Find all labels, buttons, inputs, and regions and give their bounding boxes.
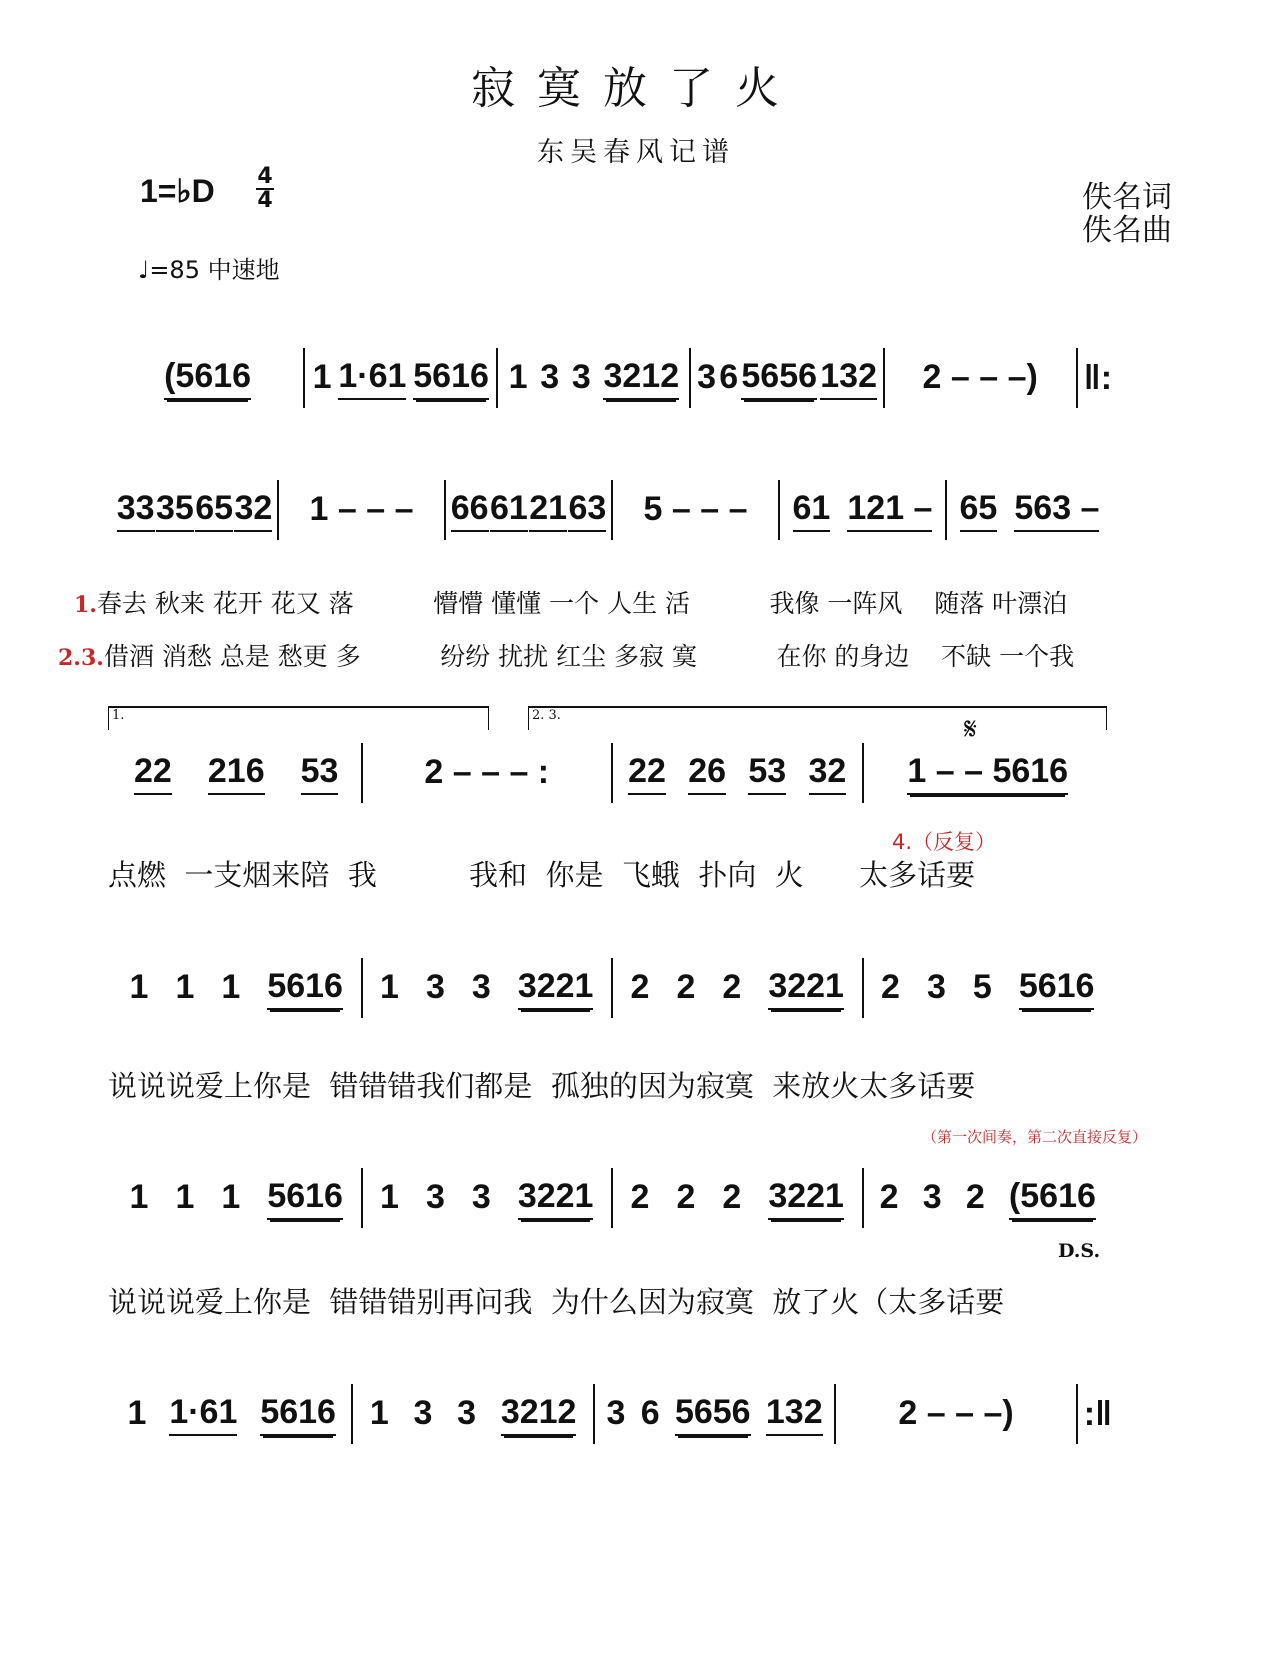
note-group: 5616 xyxy=(267,1177,343,1220)
note-group: 32 xyxy=(809,752,847,795)
measure xyxy=(691,348,884,408)
note-group: 1 xyxy=(221,1177,241,1216)
note-group: 5656 xyxy=(675,1393,751,1436)
note-group: 3 xyxy=(606,1393,626,1432)
note-group: 1·61 xyxy=(338,357,406,400)
note-group: (5616 xyxy=(164,357,251,400)
note-group: 1 xyxy=(127,1393,147,1432)
note-group: 132 xyxy=(766,1393,823,1436)
note-group: 53 xyxy=(301,752,339,795)
measure xyxy=(363,1168,614,1228)
note-group: 65 xyxy=(195,489,233,532)
note-group: 1 – – – xyxy=(309,489,414,528)
measure xyxy=(363,958,614,1018)
note-group: 1 xyxy=(221,967,241,1006)
note-group: 21 xyxy=(529,489,567,532)
note-group: 3 xyxy=(425,967,445,1006)
note-group: 5616 xyxy=(267,967,343,1010)
time-bottom: 4 xyxy=(257,188,273,213)
note-group: 2 xyxy=(676,967,696,1006)
note-group: 2 xyxy=(965,1177,985,1216)
measure xyxy=(613,958,864,1018)
note-group: 1 xyxy=(508,357,528,396)
measure xyxy=(112,743,363,803)
note-group: 3 xyxy=(413,1393,433,1432)
note-group: 1 xyxy=(129,967,149,1006)
note-group: 35 xyxy=(156,489,194,532)
notation-line-2 xyxy=(112,480,1112,540)
note-group: 66 xyxy=(451,489,489,532)
note-group: 1 xyxy=(129,1177,149,1216)
measure xyxy=(595,1384,836,1444)
note-group: 3 xyxy=(425,1177,445,1216)
notation-line-6 xyxy=(112,1384,1112,1444)
note-group: 2 xyxy=(630,967,650,1006)
time-signature xyxy=(256,166,274,212)
measure xyxy=(864,1168,1113,1228)
measure xyxy=(780,480,947,540)
note-group: 2 xyxy=(722,967,742,1006)
note-group: 3 xyxy=(540,357,560,396)
note-group: 1 xyxy=(175,1177,195,1216)
tempo-marking: ♩=85 中速地 xyxy=(138,256,280,284)
note-group: 132 xyxy=(820,357,877,400)
measure xyxy=(498,348,691,408)
measure xyxy=(446,480,613,540)
note-group: 22 xyxy=(628,752,666,795)
note-group: 3 xyxy=(571,357,591,396)
note-group: 3 xyxy=(457,1393,477,1432)
measure xyxy=(885,348,1078,408)
segno-icon: 𝄋 xyxy=(964,712,977,747)
measure xyxy=(613,1168,864,1228)
measure xyxy=(836,1384,1077,1444)
lyrics-line-3: 点燃 一支烟来陪 我 我和 你是 飞蛾 扑向 火 太多话要 xyxy=(108,858,976,892)
note-group: 3212 xyxy=(603,357,679,400)
note-group: 2 xyxy=(881,967,900,1006)
lyrics-line-4: 说说说爱上你是 错错错我们都是 孤独的因为寂寞 来放火太多话要 xyxy=(108,1069,976,1103)
measure xyxy=(112,1168,363,1228)
interlude-note: （第一次间奏，第二次直接反复） xyxy=(922,1128,1148,1146)
note-group: 2 – – – : xyxy=(424,752,550,791)
note-group: 2 xyxy=(676,1177,696,1216)
verse-number: 2.3. xyxy=(58,645,104,671)
verse-number: 1. xyxy=(74,592,97,618)
note-group: 5616 xyxy=(260,1393,336,1436)
measure xyxy=(112,958,363,1018)
song-title: 寂寞放了火 xyxy=(471,63,801,114)
measure xyxy=(112,480,279,540)
note-group: 1 xyxy=(175,967,195,1006)
notation-line-4 xyxy=(112,958,1112,1018)
note-group: 2 – – –) xyxy=(922,357,1038,396)
note-group: 26 xyxy=(688,752,726,795)
measure xyxy=(363,743,614,803)
note-group: 32 xyxy=(234,489,272,532)
dal-segno: D.S. xyxy=(1058,1240,1101,1262)
measure xyxy=(112,348,305,408)
measure xyxy=(864,958,1113,1018)
note-group: 3212 xyxy=(501,1393,577,1436)
note-group: 2 xyxy=(722,1177,742,1216)
notation-line-5 xyxy=(112,1168,1112,1228)
measure xyxy=(864,743,1113,803)
note-group: 121 – xyxy=(847,489,932,532)
note-group: 3 xyxy=(926,967,946,1006)
note-group: 5 – – – xyxy=(643,489,748,528)
note-group: 5656 xyxy=(741,357,817,400)
note-group: 61 xyxy=(490,489,528,532)
measure xyxy=(353,1384,594,1444)
note-group: 1 xyxy=(369,1393,389,1432)
measure xyxy=(947,480,1112,540)
note-group: 3 xyxy=(697,357,716,396)
note-group: 216 xyxy=(208,752,265,795)
measure xyxy=(112,1384,353,1444)
note-group: 61 xyxy=(793,489,831,532)
note-group: 53 xyxy=(748,752,786,795)
note-group: 3221 xyxy=(518,1177,594,1220)
note-group: 1 – – 5616 xyxy=(907,752,1068,795)
note-group: 5 xyxy=(972,967,992,1006)
note-group: 3221 xyxy=(768,1177,844,1220)
volta-1: 1. xyxy=(108,706,489,730)
measure xyxy=(613,743,864,803)
note-group: 2 xyxy=(630,1177,650,1216)
note-group: 3 xyxy=(471,967,491,1006)
key-signature: 1=♭D xyxy=(140,173,215,209)
note-group: 65 xyxy=(960,489,998,532)
verse-text: 借酒 消愁 总是 愁更 多 纷纷 扰扰 红尘 多寂 寞 在你 的身边 不缺 一个我 xyxy=(103,642,1075,671)
time-top: 4 xyxy=(257,164,273,189)
measure xyxy=(613,480,780,540)
measure xyxy=(279,480,446,540)
note-group: 33 xyxy=(117,489,155,532)
note-group: 3221 xyxy=(768,967,844,1010)
repeat-note: 4.（反复） xyxy=(892,830,997,854)
verse-text: 春去 秋来 花开 花又 落 懵懵 懂懂 一个 人生 活 我像 一阵风 随落 叶漂泊 xyxy=(96,589,1068,618)
notation-line-3 xyxy=(112,743,1112,803)
repeat-barline: :‖ xyxy=(1083,1394,1112,1433)
note-group: 1·61 xyxy=(169,1393,237,1436)
note-group: 3221 xyxy=(518,967,594,1010)
note-group: 3 xyxy=(922,1177,942,1216)
measure xyxy=(305,348,498,408)
note-group: 63 xyxy=(568,489,606,532)
note-group: 563 – xyxy=(1014,489,1099,532)
note-group: 22 xyxy=(134,752,172,795)
transcriber: 东吴春风记谱 xyxy=(537,137,735,168)
verse-1 xyxy=(74,584,1067,620)
lyrics-line-5: 说说说爱上你是 错错错别再问我 为什么因为寂寞 放了火（太多话要 xyxy=(108,1285,1005,1319)
note-group: (5616 xyxy=(1009,1177,1096,1220)
volta-2-3: 2. 3. xyxy=(528,706,1107,730)
note-group: 5616 xyxy=(1019,967,1095,1010)
composer: 佚名曲 xyxy=(1082,213,1172,248)
verse-2-3 xyxy=(58,637,1074,673)
note-group: 1 xyxy=(312,357,332,396)
note-group: 2 xyxy=(879,1177,899,1216)
note-group: 5616 xyxy=(413,357,489,400)
note-group: 1 xyxy=(380,1177,399,1216)
note-group: 1 xyxy=(380,967,399,1006)
notation-line-1 xyxy=(112,348,1112,408)
note-group: 2 – – –) xyxy=(898,1393,1014,1432)
note-group: 6 xyxy=(640,1393,660,1432)
repeat-barline: ‖: xyxy=(1083,358,1113,397)
note-group: 3 xyxy=(471,1177,491,1216)
note-group: 6 xyxy=(719,357,739,396)
lyricist: 佚名词 xyxy=(1082,180,1172,215)
